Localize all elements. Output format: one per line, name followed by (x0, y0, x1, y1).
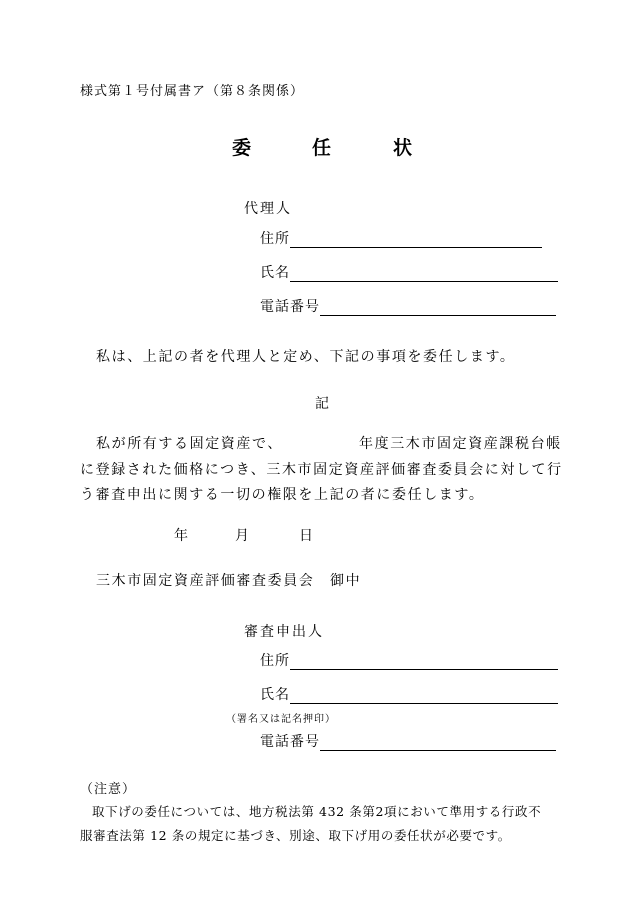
delegation-statement: 私は、上記の者を代理人と定め、下記の事項を委任します。 (96, 349, 516, 365)
title-char-1: 委 (232, 137, 252, 159)
applicant-phone-field[interactable] (260, 731, 556, 751)
agent-heading: 代理人 (244, 201, 292, 217)
applicant-heading: 審査申出人 (244, 624, 324, 640)
date-month: 月 (235, 528, 251, 544)
applicant-address-line[interactable] (290, 652, 558, 670)
date-year: 年 (174, 528, 190, 544)
signature-note: （署名又は記名押印） (226, 714, 336, 725)
applicant-name-label: 氏名 (260, 687, 290, 703)
agent-address-line[interactable] (290, 230, 542, 248)
title-char-3: 状 (393, 137, 413, 159)
title-char-2: 任 (312, 137, 332, 159)
agent-phone-label: 電話番号 (260, 299, 320, 315)
note-heading: （注意） (80, 782, 137, 797)
applicant-name-line[interactable] (290, 686, 558, 704)
note-line2: 服審査法第 12 条の規定に基づき、別途、取下げ用の委任状が必要です。 (80, 828, 511, 843)
applicant-address-label: 住所 (260, 653, 290, 669)
agent-name-field[interactable] (260, 262, 558, 282)
ki-heading: 記 (315, 396, 331, 412)
date-day: 日 (299, 528, 315, 544)
agent-phone-line[interactable] (320, 298, 556, 316)
applicant-name-field[interactable] (260, 684, 558, 704)
body-line1-prefix: 私が所有する固定資産で、 (96, 436, 283, 452)
body-line2: に登録された価格につき、三木市固定資産評価審査委員会に対して行 (80, 462, 563, 478)
body-line3: う審査申出に関する一切の権限を上記の者に委任します。 (80, 487, 485, 503)
agent-address-field[interactable] (260, 228, 542, 248)
body-line1-suffix: 年度三木市固定資産課税台帳 (359, 436, 562, 452)
applicant-phone-line[interactable] (320, 733, 556, 751)
agent-phone-field[interactable] (260, 296, 556, 316)
agent-address-label: 住所 (260, 231, 290, 247)
note-line1: 取下げの委任については、地方税法第 432 条第2項において準用する行政不 (92, 804, 542, 819)
form-number: 様式第１号付属書ア（第８条関係） (80, 84, 305, 99)
applicant-address-field[interactable] (260, 650, 558, 670)
recipient: 三木市固定資産評価審査委員会 御中 (96, 573, 362, 589)
applicant-phone-label: 電話番号 (260, 734, 320, 750)
agent-name-line[interactable] (290, 264, 558, 282)
agent-name-label: 氏名 (260, 265, 290, 281)
